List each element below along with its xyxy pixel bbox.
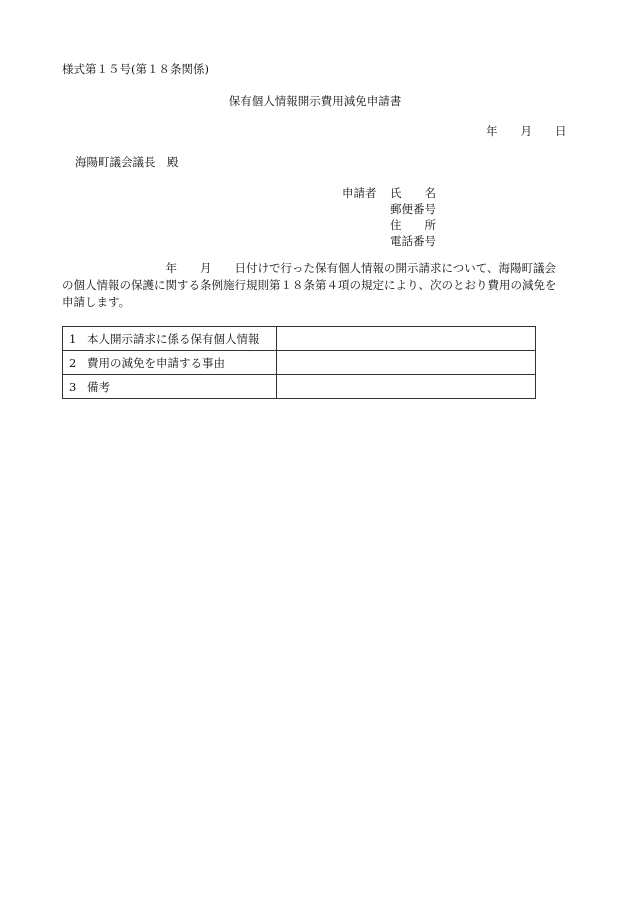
applicant-heading: 申請者 (342, 186, 377, 200)
body-line: 申請します。 (62, 295, 131, 309)
row-number: 1 (69, 331, 77, 346)
document-title: 保有個人情報開示費用減免申請書 (228, 94, 402, 108)
applicant-block (342, 185, 436, 249)
row-label: 備考 (87, 379, 110, 394)
row-label: 費用の減免を申請する事由 (87, 355, 225, 370)
table-row (63, 351, 536, 375)
applicant-field-name: 氏 名 (390, 186, 436, 200)
row-number: 3 (69, 379, 77, 394)
applicant-field-phone: 電話番号 (390, 234, 436, 248)
body-line: の個人情報の保護に関する条例施行規則第１８条第４項の規定により、次のとおり費用の減免を (62, 278, 557, 292)
applicant-row (342, 233, 436, 249)
table-row (63, 375, 536, 399)
addressee: 海陽町議会議長 殿 (75, 155, 179, 169)
table-row-label (63, 351, 277, 375)
table-row-value[interactable] (277, 375, 536, 399)
table-row-value[interactable] (277, 351, 536, 375)
date-line: 年 月 日 (486, 124, 567, 138)
applicant-row (342, 185, 436, 201)
table-row-label (63, 375, 277, 399)
body-paragraph (62, 260, 572, 311)
form-number: 様式第１５号(第１８条関係) (62, 62, 209, 76)
applicant-row (342, 217, 436, 233)
applicant-field-address: 住 所 (390, 218, 436, 232)
table-row-value[interactable] (277, 327, 536, 351)
applicant-row (342, 201, 436, 217)
row-label: 本人開示請求に係る保有個人情報 (87, 331, 260, 346)
row-number: 2 (69, 355, 77, 370)
table-row-label (63, 327, 277, 351)
request-items-table (62, 326, 536, 399)
table-row (63, 327, 536, 351)
applicant-field-postal: 郵便番号 (390, 202, 436, 216)
body-line: 年 月 日付けで行った保有個人情報の開示請求について、海陽町議会 (62, 261, 557, 275)
